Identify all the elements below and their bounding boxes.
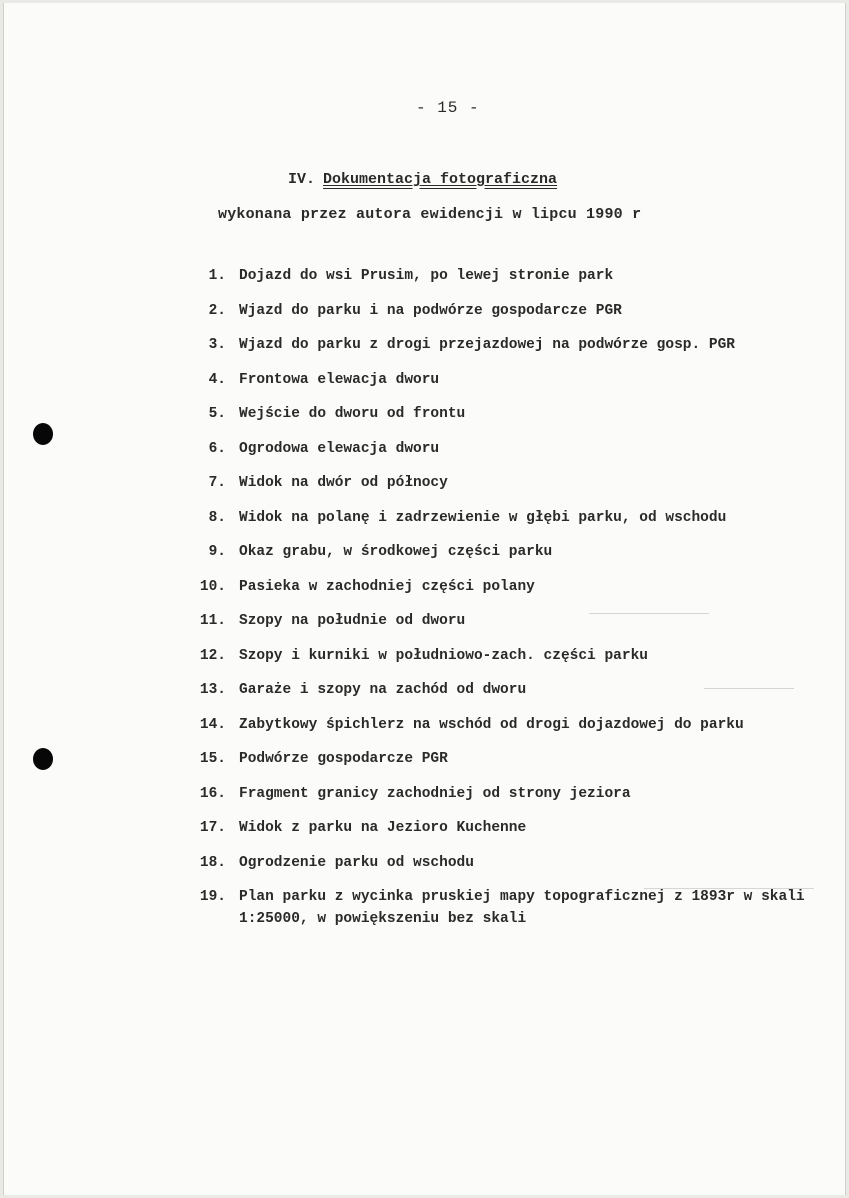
item-number: 16. <box>199 785 226 802</box>
item-text: Ogrodowa elewacja dworu <box>239 440 440 457</box>
list-item <box>188 507 838 529</box>
item-number: 6. <box>208 440 226 457</box>
item-text: Wjazd do parku i na podwórze gospodarcze PGR <box>239 302 622 319</box>
section-subtitle: wykonana przez autora ewidencji w lipcu 1990 r <box>218 206 642 223</box>
item-text: Plan parku z wycinka pruskiej mapy topograficznej z 1893r w skali 1:25000, w powiększeniu bez skali <box>239 889 805 927</box>
list-item <box>188 403 838 425</box>
scan-artifact-line <box>644 888 814 889</box>
item-text: Szopy na południe od dworu <box>239 613 466 629</box>
item-number: 17. <box>199 820 226 836</box>
list-item <box>188 645 838 667</box>
section-title: Dokumentacja fotograficzna <box>323 171 558 188</box>
item-number: 8. <box>208 509 226 526</box>
item-text: Okaz grabu, w środkowej części parku <box>239 544 553 560</box>
item-text: Podwórze gospodarcze PGR <box>239 751 448 767</box>
page-number: - 15 - <box>416 99 480 117</box>
item-text: Garaże i szopy na zachód od dworu <box>239 682 527 698</box>
list-item <box>188 714 838 736</box>
item-text: Szopy i kurniki w południowo-zach. części parku <box>239 647 648 664</box>
item-text: Wejście do dworu od frontu <box>239 406 466 422</box>
item-text: Widok na polanę i zadrzewienie w głębi parku, od wschodu <box>239 509 727 526</box>
item-text: Zabytkowy śpichlerz na wschód od drogi dojazdowej do parku <box>239 716 744 733</box>
item-text: Dojazd do wsi Prusim, po lewej stronie park <box>239 268 614 284</box>
item-number: 12. <box>199 647 226 664</box>
item-number: 14. <box>199 716 226 733</box>
list-item <box>188 576 838 598</box>
photo-list <box>188 265 838 943</box>
list-item <box>188 783 838 805</box>
item-number: 3. <box>208 337 226 353</box>
section-heading <box>288 171 557 188</box>
list-item <box>188 334 838 356</box>
list-item <box>188 369 838 391</box>
punch-hole <box>33 748 53 770</box>
item-number: 13. <box>199 682 226 698</box>
item-text: Ogrodzenie parku od wschodu <box>239 854 474 871</box>
list-item <box>188 679 838 701</box>
item-number: 4. <box>208 371 226 388</box>
item-text: Widok na dwór od północy <box>239 475 448 491</box>
item-number: 11. <box>199 613 226 629</box>
item-text: Fragment granicy zachodniej od strony jeziora <box>239 785 631 802</box>
scan-artifact-line <box>704 688 794 689</box>
item-number: 2. <box>208 302 226 319</box>
list-item <box>188 300 838 322</box>
item-text: Pasieka w zachodniej części polany <box>239 578 535 595</box>
list-item <box>188 472 838 494</box>
list-item <box>188 886 838 930</box>
scan-artifact-line <box>589 613 709 614</box>
item-number: 5. <box>208 406 226 422</box>
item-number: 15. <box>199 751 226 767</box>
list-item <box>188 748 838 770</box>
list-item <box>188 541 838 563</box>
list-item <box>188 438 838 460</box>
item-text: Widok z parku na Jezioro Kuchenne <box>239 820 527 836</box>
punch-hole <box>33 423 53 445</box>
item-number: 7. <box>208 475 226 491</box>
item-number: 1. <box>208 268 226 284</box>
item-text: Frontowa elewacja dworu <box>239 371 440 388</box>
list-item <box>188 852 838 874</box>
item-number: 19. <box>199 889 226 905</box>
item-text: Wjazd do parku z drogi przejazdowej na podwórze gosp. PGR <box>239 337 735 353</box>
item-number: 10. <box>199 578 226 595</box>
list-item <box>188 610 838 632</box>
document-page <box>3 3 846 1195</box>
item-number: 18. <box>199 854 226 871</box>
list-item <box>188 265 838 287</box>
list-item <box>188 817 838 839</box>
item-number: 9. <box>208 544 226 560</box>
section-numeral: IV. <box>288 171 316 188</box>
